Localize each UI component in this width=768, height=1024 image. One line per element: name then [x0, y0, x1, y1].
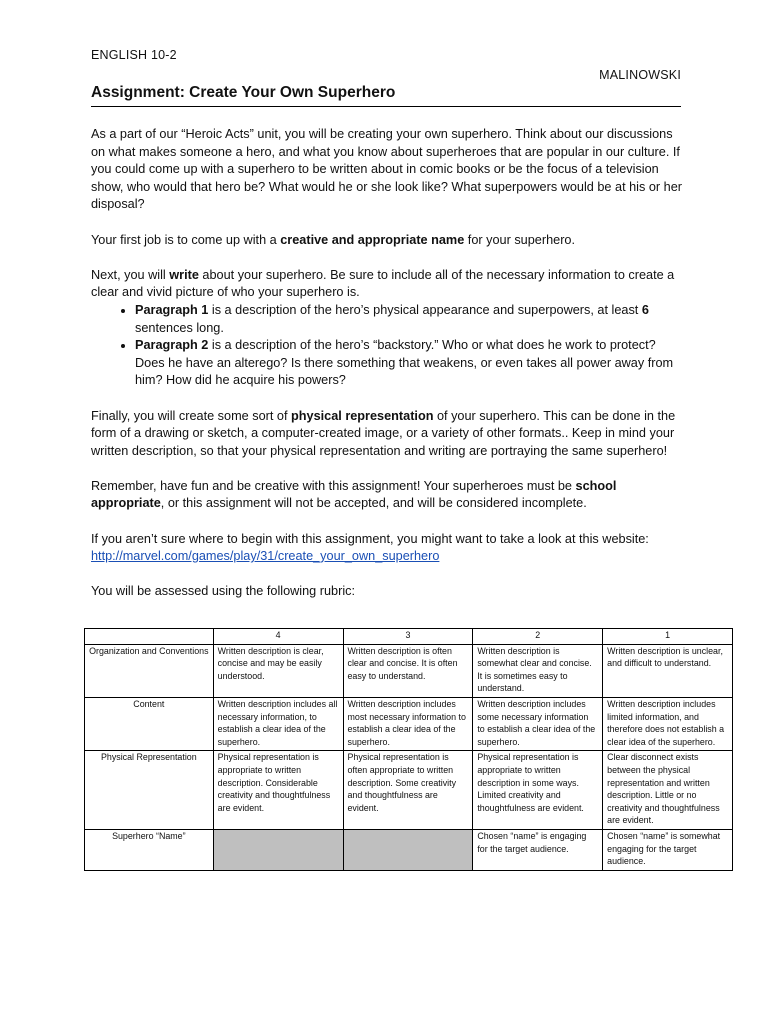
- rubric-cell-shaded: [213, 829, 343, 870]
- first-job-paragraph: Your first job is to come up with a creative and appropriate name for your superhero.: [91, 232, 575, 247]
- rubric-criterion: Superhero “Name”: [85, 829, 214, 870]
- rubric-criterion: Content: [85, 697, 214, 750]
- rubric-header-score: 2: [473, 629, 603, 645]
- rubric-criterion: Organization and Conventions: [85, 644, 214, 697]
- rubric-row-organization: [85, 644, 733, 697]
- rubric-intro: You will be assessed using the following rubric:: [91, 584, 356, 599]
- list-item: • Paragraph 2 is a description of the hero’s “backstory.” Who or what does he work to protect? Does he have an alterego? Is there something that weakens, or even takes all power away from him? How did he acquire his powers?: [135, 337, 683, 390]
- rubric-header-criterion: [85, 629, 214, 645]
- rubric-header-score: 4: [213, 629, 343, 645]
- finally-paragraph: Finally, you will create some sort of physical representation of your superhero. This can be done in the form of a drawing or sketch, a computer-created image, or a variety of other formats.. Keep in mind your written description, so that your physical representation and writing are portraying the same superhero!: [91, 408, 676, 458]
- superhero-website-link[interactable]: http://marvel.com/games/play/31/create_your_own_superhero: [91, 549, 440, 564]
- rubric-cell: Chosen “name” is somewhat engaging for the target audience.: [603, 829, 733, 870]
- rubric-cell: Written description is unclear, and difficult to understand.: [603, 644, 733, 697]
- rubric-cell: Written description includes most necessary information to establish a clear idea of the superhero.: [343, 697, 473, 750]
- rubric-cell: Physical representation is often appropriate to written description. Some creativity and thoughtfulness are evident.: [343, 751, 473, 830]
- list-item: • Paragraph 1 is a description of the hero’s physical appearance and superpowers, at least 6 sentences long.: [135, 302, 683, 337]
- teacher-name: MALINOWSKI: [599, 68, 681, 82]
- rubric-cell: Physical representation is appropriate to written description in some ways. Limited creativity and thoughtfulness are evident.: [473, 751, 603, 830]
- intro-paragraph: As a part of our “Heroic Acts” unit, you will be creating your own superhero. Think about our discussions on what makes someone a hero, and what you know about superheroes that are popular in our culture. If you could come up with a superhero to be written about in comic books or be the focus of a television show, who would that hero be? What would he or she look like? What superpowers would be at his or her disposal?: [91, 127, 683, 212]
- assignment-body: [91, 126, 683, 619]
- website-paragraph: If you aren’t sure where to begin with this assignment, you might want to take a look at this website: http://marvel.com/games/play/31/create_your_own_superhero: [91, 531, 649, 564]
- rubric-cell: Chosen “name” is engaging for the target audience.: [473, 829, 603, 870]
- rubric-header-score: 3: [343, 629, 473, 645]
- rubric-row-physical: [85, 751, 733, 830]
- rubric-table: [84, 628, 733, 871]
- rubric-cell: Written description includes limited information, and therefore does not establish a clear idea of the superhero.: [603, 697, 733, 750]
- rubric-header-row: [85, 629, 733, 645]
- next-paragraph: Next, you will write about your superhero. Be sure to include all of the necessary information to create a clear and vivid picture of who your superhero is.: [91, 267, 675, 300]
- rubric-cell: Written description is often clear and concise. It is often easy to understand.: [343, 644, 473, 697]
- rubric-cell: Written description is somewhat clear and concise. It is sometimes easy to understand.: [473, 644, 603, 697]
- rubric-cell: Physical representation is appropriate to written description. Considerable creativity and thoughtfulness are evident.: [213, 751, 343, 830]
- paragraph-requirements-list: [91, 302, 683, 390]
- rubric-cell: Written description is clear, concise and may be easily understood.: [213, 644, 343, 697]
- rubric-cell: Written description includes all necessary information, to establish a clear idea of the superhero.: [213, 697, 343, 750]
- rubric-row-content: [85, 697, 733, 750]
- remember-paragraph: Remember, have fun and be creative with this assignment! Your superheroes must be school appropriate, or this assignment will not be accepted, and will be considered incomplete.: [91, 478, 617, 511]
- rubric-cell: Clear disconnect exists between the physical representation and written description. Little or no creativity and thoughtfulness are evident.: [603, 751, 733, 830]
- rubric-row-name: [85, 829, 733, 870]
- rubric-criterion: Physical Representation: [85, 751, 214, 830]
- course-code: ENGLISH 10-2: [91, 48, 177, 62]
- rubric-cell: Written description includes some necessary information to establish a clear idea of the superhero.: [473, 697, 603, 750]
- assignment-title: Assignment: Create Your Own Superhero: [91, 84, 681, 107]
- rubric-cell-shaded: [343, 829, 473, 870]
- rubric-header-score: 1: [603, 629, 733, 645]
